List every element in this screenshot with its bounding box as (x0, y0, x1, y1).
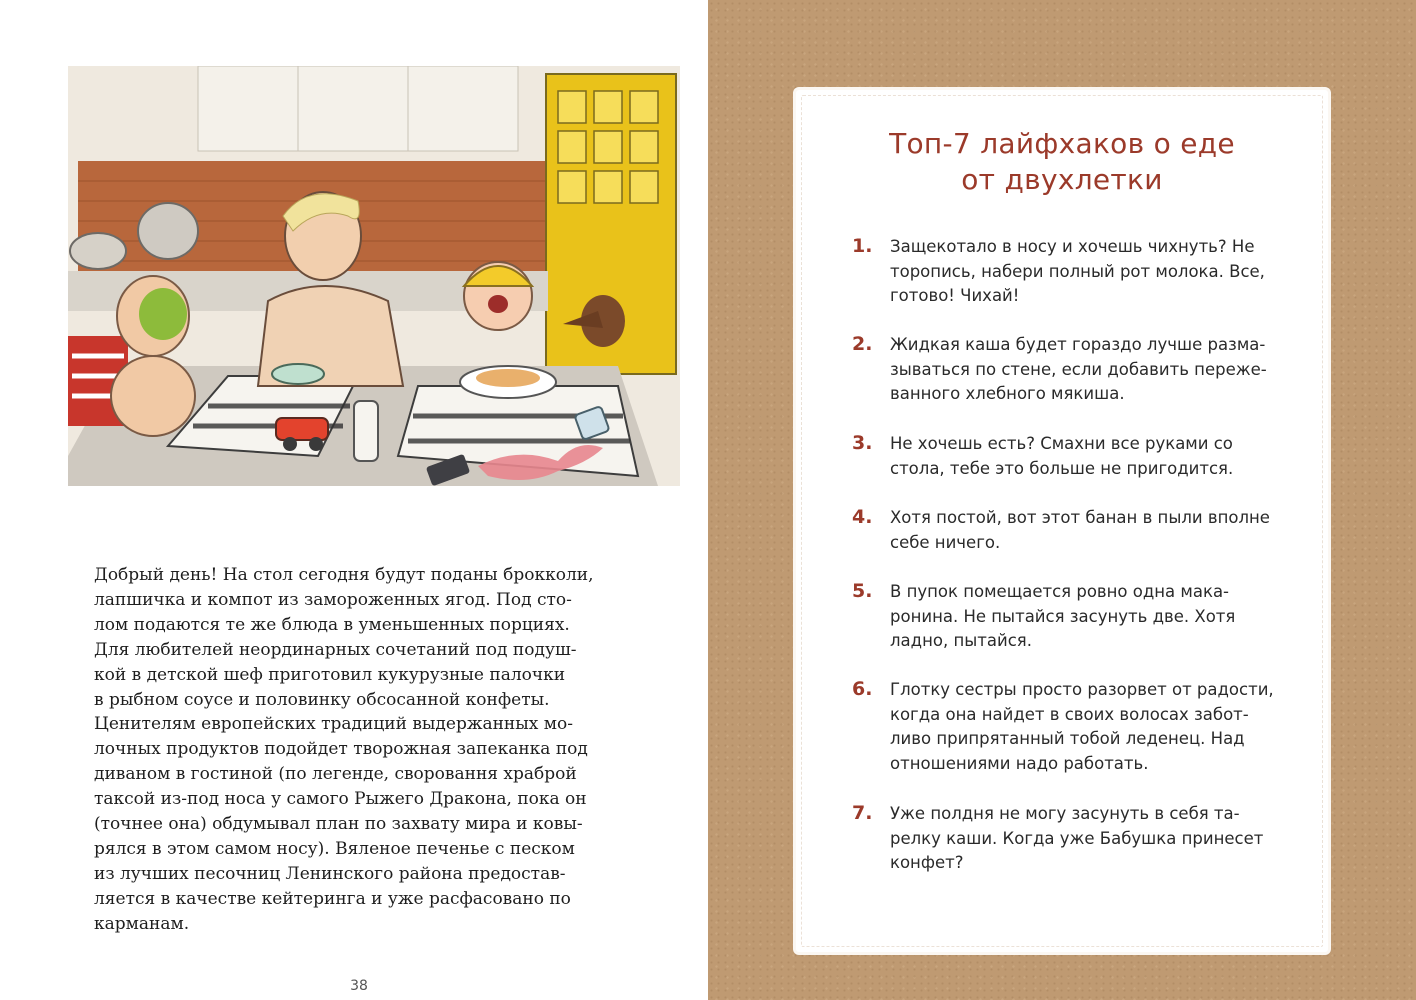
tip-number: 3. (852, 432, 873, 454)
right-page (708, 0, 1416, 1000)
card-title-line: от двухлетки (961, 163, 1163, 196)
tip-text (890, 235, 1290, 309)
tip-number: 1. (852, 235, 873, 257)
body-line: лом подаются те же блюда в уменьшенных порциях. (94, 614, 570, 635)
tip-line: релку каши. Когда уже Бабушка принесет (890, 828, 1264, 848)
tip-number: 4. (852, 506, 873, 528)
body-line: ляется в качестве кейтеринга и уже расфасовано по (94, 888, 571, 909)
tip-line: ладно, пытайся. (890, 631, 1032, 651)
body-line: таксой из-под носа у самого Рыжего Дракона, пока он (94, 789, 587, 810)
body-line: Добрый день! На стол сегодня будут поданы брокколи, (94, 565, 594, 585)
tip-line: В пупок помещается ровно одна мака- (890, 582, 1230, 601)
tip-line: себе ничего. (890, 532, 1001, 552)
body-line: рялся в этом самом носу). Вяленое печенье с песком (94, 838, 575, 859)
tip-line: Жидкая каша будет гораздо лучше разма- (890, 335, 1266, 354)
body-line: кой в детской шеф приготовил кукурузные палочки (94, 664, 566, 685)
tip-line: стола, тебе это больше не пригодится. (890, 458, 1234, 478)
body-line: лапшичка и компот из замороженных ягод. Под сто- (94, 589, 572, 610)
tip-number: 5. (852, 580, 873, 602)
body-line: карманам. (94, 913, 190, 934)
tip-line: Уже полдня не могу засунуть в себя та- (890, 804, 1240, 823)
body-line: в рыбном соусе и половинку обсосанной конфеты. (94, 689, 550, 710)
tips-list (796, 90, 1328, 952)
tip-line: Глотку сестры просто разорвет от радости, (890, 680, 1274, 699)
body-line: Ценителям европейских традиций выдержанных мо- (94, 714, 573, 735)
tip-line: когда она найдет в своих волосах забот- (890, 704, 1249, 724)
tip-line: зываться по стене, если добавить переже- (890, 359, 1267, 379)
tips-card (796, 90, 1328, 952)
body-line: из лучших песочниц Ленинского района предостав- (94, 863, 566, 884)
tip-line: готово! Чихай! (890, 286, 1020, 306)
tip-text (890, 333, 1290, 407)
body-line: (точнее она) обдумывал план по захвату мира и ковы- (94, 814, 583, 835)
card-title-line: Топ-7 лайфхаков о еде (889, 127, 1235, 160)
kitchen-scene-icon (58, 66, 680, 506)
kitchen-illustration (58, 66, 680, 506)
page-number: 38 (350, 978, 368, 994)
tip-number: 7. (852, 802, 873, 824)
body-text (94, 563, 624, 937)
tip-line: Не хочешь есть? Смахни все руками со (890, 434, 1233, 453)
tip-text (890, 580, 1290, 654)
tip-line: отношениями надо работать. (890, 754, 1149, 774)
tip-line: торопись, набери полный рот молока. Все, (890, 261, 1265, 281)
body-line: диваном в гостиной (по легенде, своровання храброй (94, 764, 577, 785)
body-line: лочных продуктов подойдет творожная запеканка под (94, 739, 588, 760)
tip-line: Хотя постой, вот этот банан в пыли вполне (890, 508, 1270, 527)
body-line: Для любителей неординарных сочетаний под подуш- (94, 639, 577, 660)
tip-number: 2. (852, 333, 873, 355)
tip-line: ливо припрятанный тобой леденец. Над (890, 729, 1245, 749)
tip-number: 6. (852, 678, 873, 700)
tip-line: ронина. Не пытайся засунуть две. Хотя (890, 606, 1236, 626)
tip-text (890, 678, 1290, 777)
tip-line: ванного хлебного мякиша. (890, 384, 1125, 404)
tip-line: Защекотало в носу и хочешь чихнуть? Не (890, 237, 1255, 256)
tip-line: конфет? (890, 853, 964, 873)
tip-text (890, 432, 1290, 481)
tip-text (890, 802, 1290, 876)
tip-text (890, 506, 1290, 555)
